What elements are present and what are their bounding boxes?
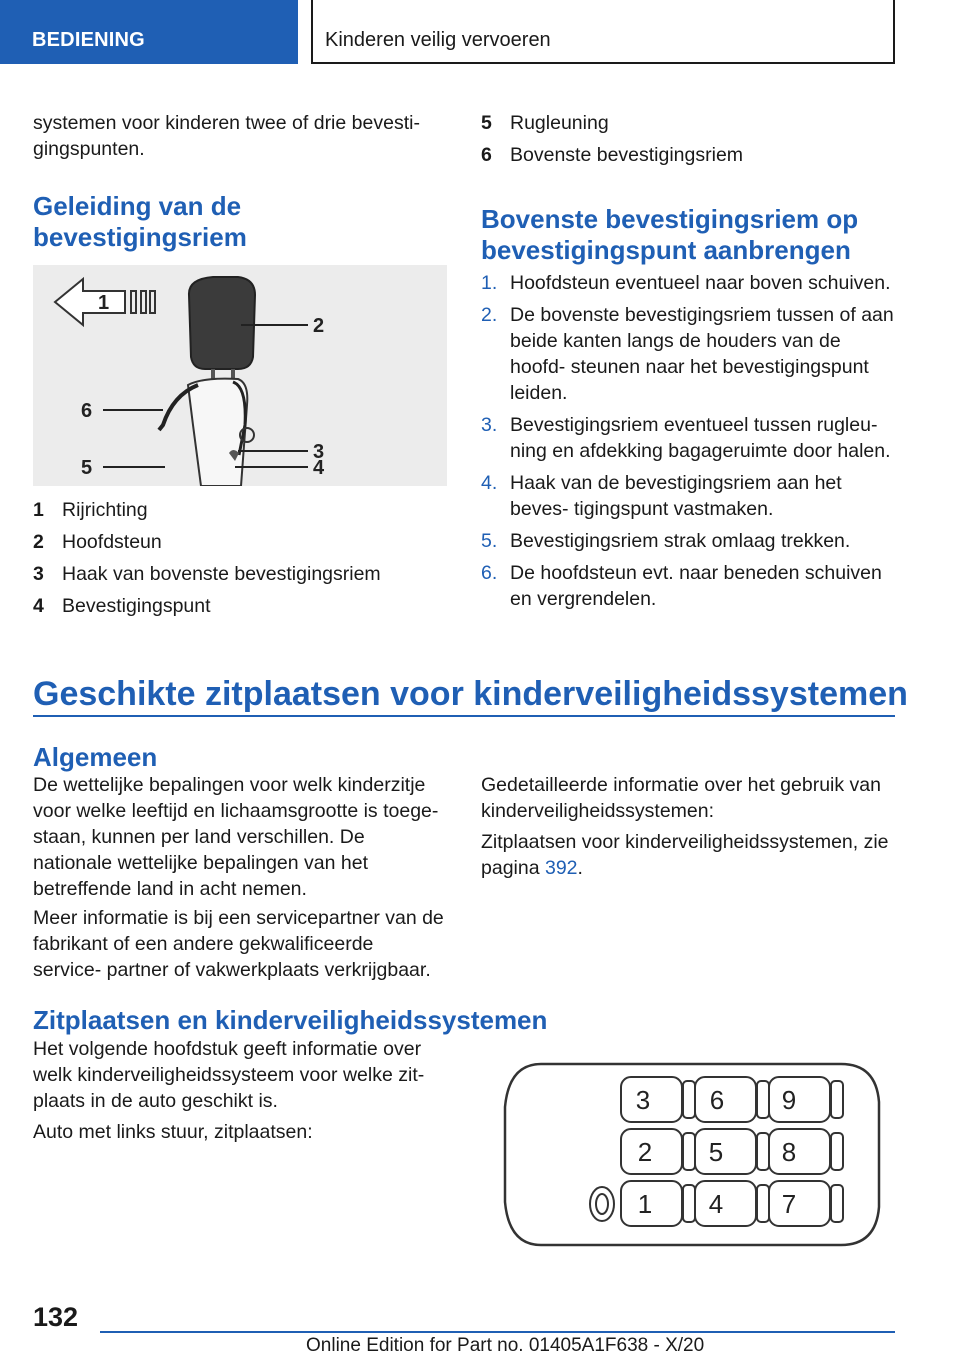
legend-item xyxy=(481,110,895,136)
algemeen-detail-text: Gedetailleerde informatie over het gebruik van kinderveiligheidssystemen: xyxy=(481,774,881,822)
instruction-steps xyxy=(481,270,895,618)
page-link[interactable]: 392 xyxy=(544,857,578,879)
step-text: De hoofdsteun evt. naar beneden schuiven en vergrendelen. xyxy=(510,562,882,610)
figure-label-5: 5 xyxy=(81,457,93,479)
figure-label-1: 1 xyxy=(98,292,110,314)
step-number: 1. xyxy=(481,272,498,294)
intro-text: systemen voor kinderen twee of drie bevesti‐ gingspunten. xyxy=(33,112,420,160)
headrest-shape xyxy=(189,277,255,369)
heading-attach-tether: Bovenste bevestigingsriem op bevestigingspunt aanbrengen xyxy=(481,204,859,265)
step-number: 2. xyxy=(481,304,498,326)
seat-number: 1 xyxy=(637,1189,653,1219)
step-item xyxy=(481,528,895,554)
reference-text: Zitplaatsen voor kinderveiligheidssystemen, zie pagina xyxy=(481,831,889,879)
figure-label-2: 2 xyxy=(313,315,325,337)
reference-end: . xyxy=(577,857,583,879)
footer-edition: Online Edition for Part no. 01405A1F638 - X/20 xyxy=(306,1335,705,1356)
legend-text: Bovenste bevestigingsriem xyxy=(510,144,744,166)
seat-layout-figure xyxy=(481,1052,895,1257)
legend-number: 5 xyxy=(481,112,492,134)
legend-item xyxy=(33,561,447,587)
step-item xyxy=(481,270,895,296)
algemeen-reference xyxy=(481,829,895,881)
figure-legend-left xyxy=(33,497,447,625)
seat-number: 3 xyxy=(635,1085,651,1115)
section-title: Geschikte zitplaatsen voor kinderveiligheidssystemen xyxy=(33,675,908,713)
legend-item xyxy=(481,142,895,168)
headrest-illustration xyxy=(33,265,447,486)
heading-belt-routing: Geleiding van de bevestigingsriem xyxy=(33,191,247,252)
direction-arrow-icon xyxy=(55,279,125,325)
step-number: 3. xyxy=(481,414,498,436)
footer-divider xyxy=(100,1331,895,1333)
chapter-tab: BEDIENING xyxy=(0,0,298,64)
step-number: 5. xyxy=(481,530,498,552)
legend-text: Rugleuning xyxy=(510,112,609,134)
legend-number: 3 xyxy=(33,563,44,585)
seat-layout-diagram xyxy=(481,1052,895,1257)
figure-label-6: 6 xyxy=(81,400,93,422)
seat-7 xyxy=(769,1181,830,1226)
legend-number: 6 xyxy=(481,144,492,166)
seat-5 xyxy=(695,1129,756,1174)
legend-item xyxy=(33,497,447,523)
step-item xyxy=(481,470,895,522)
legend-number: 1 xyxy=(33,499,44,521)
seat-9 xyxy=(769,1077,830,1122)
legend-item xyxy=(33,593,447,619)
step-item xyxy=(481,412,895,464)
figure-legend-right xyxy=(481,110,895,174)
headrest-figure xyxy=(33,265,447,486)
legend-text: Hoofdsteun xyxy=(62,531,162,553)
figure-label-3: 3 xyxy=(313,441,325,463)
legend-number: 2 xyxy=(33,531,44,553)
step-item xyxy=(481,560,895,612)
seat-4 xyxy=(695,1181,756,1226)
legend-text: Bevestigingspunt xyxy=(62,595,211,617)
seat-number: 4 xyxy=(708,1189,724,1219)
seat-8 xyxy=(769,1129,830,1174)
seat-number: 9 xyxy=(781,1085,797,1115)
step-number: 6. xyxy=(481,562,498,584)
algemeen-paragraph-2: Meer informatie is bij een servicepartner van de fabrikant of een andere gekwalificeerde service‐ partner of vakwerkplaats verkrijgbaar. xyxy=(33,907,444,981)
legend-number: 4 xyxy=(33,595,44,617)
zitplaatsen-paragraph-1: Het volgende hoofdstuk geeft informatie over welk kinderveiligheidssysteem voor welke zit‐ plaats in de auto geschikt is. xyxy=(33,1038,425,1112)
seat-back-shape xyxy=(188,379,247,486)
step-text: Bevestigingsriem strak omlaag trekken. xyxy=(510,530,851,552)
step-text: Hoofdsteun eventueel naar boven schuiven. xyxy=(510,272,891,294)
step-text: Haak van de bevestigingsriem aan het beves‐ tigingspunt vastmaken. xyxy=(510,472,842,520)
seat-number: 6 xyxy=(709,1085,725,1115)
step-number: 4. xyxy=(481,472,498,494)
zitplaatsen-paragraph-2: Auto met links stuur, zitplaatsen: xyxy=(33,1121,313,1143)
legend-text: Haak van bovenste bevestigingsriem xyxy=(62,563,381,585)
seat-6 xyxy=(695,1077,756,1122)
page-header-title: Kinderen veilig vervoeren xyxy=(311,0,895,64)
figure-label-4: 4 xyxy=(313,457,325,479)
section-divider xyxy=(33,715,895,717)
legend-text: Rijrichting xyxy=(62,499,148,521)
seat-number: 7 xyxy=(781,1189,797,1219)
page-number: 132 xyxy=(33,1302,79,1332)
seat-number: 5 xyxy=(708,1137,724,1167)
legend-item xyxy=(33,529,447,555)
heading-algemeen: Algemeen xyxy=(33,742,158,772)
seat-3 xyxy=(621,1077,682,1122)
step-text: De bovenste bevestigingsriem tussen of aan beide kanten langs de houders van de hoofd‐ steunen naar het bevestigingspunt leiden. xyxy=(510,304,894,404)
seat-number: 8 xyxy=(781,1137,797,1167)
seat-number: 2 xyxy=(637,1137,653,1167)
algemeen-paragraph-1: De wettelijke bepalingen voor welk kinderzitje voor welke leeftijd en lichaamsgrootte is toege‐ staan, kunnen per land verschillen. De nationale wettelijke bepalingen van het betreffende land in acht nemen. xyxy=(33,774,439,900)
step-item xyxy=(481,302,895,406)
heading-zitplaatsen: Zitplaatsen en kinderveiligheidssystemen xyxy=(33,1005,548,1035)
step-text: Bevestigingsriem eventueel tussen rugleu‐ ning en afdekking bagageruimte door halen. xyxy=(510,414,891,462)
